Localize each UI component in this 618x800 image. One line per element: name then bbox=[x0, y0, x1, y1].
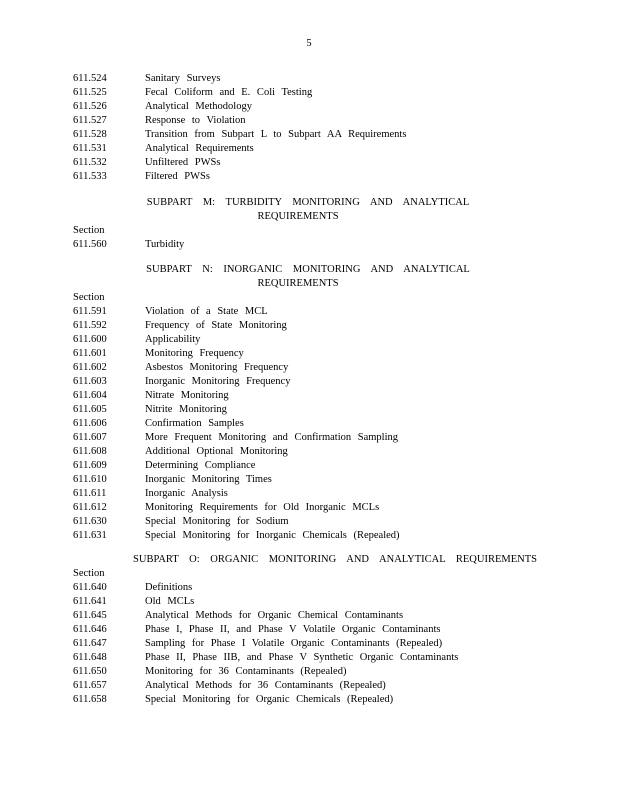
section-title: Confirmation Samples bbox=[145, 418, 244, 429]
section-number: 611.528 bbox=[73, 129, 107, 140]
subpart-o-heading: SUBPART O: ORGANIC MONITORING AND ANALYTICAL REQUIREMENTS bbox=[133, 554, 537, 565]
section-title: Inorganic Monitoring Frequency bbox=[145, 376, 291, 387]
section-title: Turbidity bbox=[145, 239, 185, 250]
section-number: 611.591 bbox=[73, 306, 107, 317]
toc-row bbox=[73, 487, 543, 501]
section-title: Nitrite Monitoring bbox=[145, 404, 227, 415]
section-number: 611.611 bbox=[73, 488, 107, 499]
toc-row bbox=[73, 693, 543, 707]
toc-row bbox=[73, 623, 543, 637]
section-number: 611.608 bbox=[73, 446, 107, 457]
section-title: Phase I, Phase II, and Phase V Volatile Organic Contaminants bbox=[145, 624, 441, 635]
toc-row bbox=[73, 375, 543, 389]
toc-row bbox=[73, 319, 543, 333]
section-title: Analytical Methods for 36 Contaminants (Repealed) bbox=[145, 680, 386, 691]
section-number: 611.645 bbox=[73, 610, 107, 621]
toc-row bbox=[73, 142, 543, 156]
toc-row bbox=[73, 403, 543, 417]
toc-row bbox=[73, 86, 543, 100]
toc-row bbox=[73, 361, 543, 375]
section-number: 611.592 bbox=[73, 320, 107, 331]
section-title: Inorganic Monitoring Times bbox=[145, 474, 272, 485]
toc-row bbox=[73, 238, 543, 252]
section-title: Additional Optional Monitoring bbox=[145, 446, 288, 457]
section-title: Special Monitoring for Sodium bbox=[145, 516, 289, 527]
section-title: Monitoring for 36 Contaminants (Repealed) bbox=[145, 666, 347, 677]
section-number: 611.533 bbox=[73, 171, 107, 182]
section-title: Violation of a State MCL bbox=[145, 306, 268, 317]
section-title: Phase II, Phase IIB, and Phase V Synthetic Organic Contaminants bbox=[145, 652, 459, 663]
toc-row bbox=[73, 333, 543, 347]
section-number: 611.524 bbox=[73, 73, 107, 84]
toc-row bbox=[73, 156, 543, 170]
section-title: Old MCLs bbox=[145, 596, 195, 607]
toc-row bbox=[73, 389, 543, 403]
section-label: Section bbox=[73, 225, 105, 236]
toc-row bbox=[73, 100, 543, 114]
subpart-n-heading-line1: SUBPART N: INORGANIC MONITORING AND ANALYTICAL bbox=[146, 264, 470, 275]
section-title: Inorganic Analysis bbox=[145, 488, 228, 499]
section-number: 611.531 bbox=[73, 143, 107, 154]
section-title: Sampling for Phase I Volatile Organic Contaminants (Repealed) bbox=[145, 638, 443, 649]
section-title: Special Monitoring for Organic Chemicals (Repealed) bbox=[145, 694, 394, 705]
toc-row bbox=[73, 637, 543, 651]
section-number: 611.527 bbox=[73, 115, 107, 126]
section-number: 611.601 bbox=[73, 348, 107, 359]
toc-row bbox=[73, 114, 543, 128]
section-title: Analytical Requirements bbox=[145, 143, 254, 154]
toc-subpart-m bbox=[73, 224, 543, 252]
section-title: Applicability bbox=[145, 334, 201, 345]
section-number: 611.650 bbox=[73, 666, 107, 677]
subpart-m-heading-line1: SUBPART M: TURBIDITY MONITORING AND ANALYTICAL bbox=[146, 197, 470, 208]
toc-row bbox=[73, 128, 543, 142]
section-number: 611.657 bbox=[73, 680, 107, 691]
section-title: Monitoring Requirements for Old Inorganic MCLs bbox=[145, 502, 380, 513]
toc-row bbox=[73, 170, 543, 184]
toc-group-a bbox=[73, 72, 543, 184]
toc-row bbox=[73, 651, 543, 665]
section-number: 611.600 bbox=[73, 334, 107, 345]
subpart-n-heading-line2: REQUIREMENTS bbox=[257, 278, 339, 289]
toc-row bbox=[73, 473, 543, 487]
section-title: Filtered PWSs bbox=[145, 171, 210, 182]
section-number: 611.610 bbox=[73, 474, 107, 485]
toc-row bbox=[73, 529, 543, 543]
section-title: Sanitary Surveys bbox=[145, 73, 221, 84]
section-number: 611.630 bbox=[73, 516, 107, 527]
section-number: 611.640 bbox=[73, 582, 107, 593]
toc-row bbox=[73, 609, 543, 623]
section-title: Nitrate Monitoring bbox=[145, 390, 229, 401]
section-title: Definitions bbox=[145, 582, 193, 593]
section-title: Analytical Methodology bbox=[145, 101, 252, 112]
section-number: 611.646 bbox=[73, 624, 107, 635]
section-number: 611.647 bbox=[73, 638, 107, 649]
section-title: Frequency of State Monitoring bbox=[145, 320, 287, 331]
toc-subpart-o bbox=[73, 567, 543, 707]
section-number: 611.526 bbox=[73, 101, 107, 112]
section-number: 611.604 bbox=[73, 390, 107, 401]
toc-row bbox=[73, 445, 543, 459]
section-number: 611.602 bbox=[73, 362, 107, 373]
section-number: 611.525 bbox=[73, 87, 107, 98]
section-label: Section bbox=[73, 568, 105, 579]
section-number: 611.658 bbox=[73, 694, 107, 705]
toc-row bbox=[73, 431, 543, 445]
section-number: 611.648 bbox=[73, 652, 107, 663]
section-number: 611.612 bbox=[73, 502, 107, 513]
section-label: Section bbox=[73, 292, 105, 303]
section-number: 611.606 bbox=[73, 418, 107, 429]
section-title: Fecal Coliform and E. Coli Testing bbox=[145, 87, 313, 98]
toc-row bbox=[73, 501, 543, 515]
section-title: Determining Compliance bbox=[145, 460, 256, 471]
toc-row bbox=[73, 417, 543, 431]
toc-row bbox=[73, 459, 543, 473]
section-title: Response to Violation bbox=[145, 115, 246, 126]
section-title: Monitoring Frequency bbox=[145, 348, 244, 359]
section-title: Asbestos Monitoring Frequency bbox=[145, 362, 289, 373]
toc-row bbox=[73, 515, 543, 529]
section-title: Analytical Methods for Organic Chemical Contaminants bbox=[145, 610, 404, 621]
toc-row bbox=[73, 581, 543, 595]
section-number: 611.609 bbox=[73, 460, 107, 471]
toc-row bbox=[73, 679, 543, 693]
toc-row bbox=[73, 72, 543, 86]
section-number: 611.607 bbox=[73, 432, 107, 443]
section-title: Transition from Subpart L to Subpart AA Requirements bbox=[145, 129, 407, 140]
section-title: Unfiltered PWSs bbox=[145, 157, 221, 168]
toc-row bbox=[73, 305, 543, 319]
toc-row bbox=[73, 665, 543, 679]
section-number: 611.532 bbox=[73, 157, 107, 168]
page-number: 5 bbox=[306, 38, 312, 49]
toc-row bbox=[73, 595, 543, 609]
section-number: 611.605 bbox=[73, 404, 107, 415]
subpart-m-heading-line2: REQUIREMENTS bbox=[257, 211, 339, 222]
section-number: 611.603 bbox=[73, 376, 107, 387]
toc-row bbox=[73, 347, 543, 361]
section-number: 611.631 bbox=[73, 530, 107, 541]
section-title: More Frequent Monitoring and Confirmation Sampling bbox=[145, 432, 399, 443]
toc-subpart-n bbox=[73, 291, 543, 543]
section-title: Special Monitoring for Inorganic Chemicals (Repealed) bbox=[145, 530, 400, 541]
section-number: 611.641 bbox=[73, 596, 107, 607]
section-number: 611.560 bbox=[73, 239, 107, 250]
